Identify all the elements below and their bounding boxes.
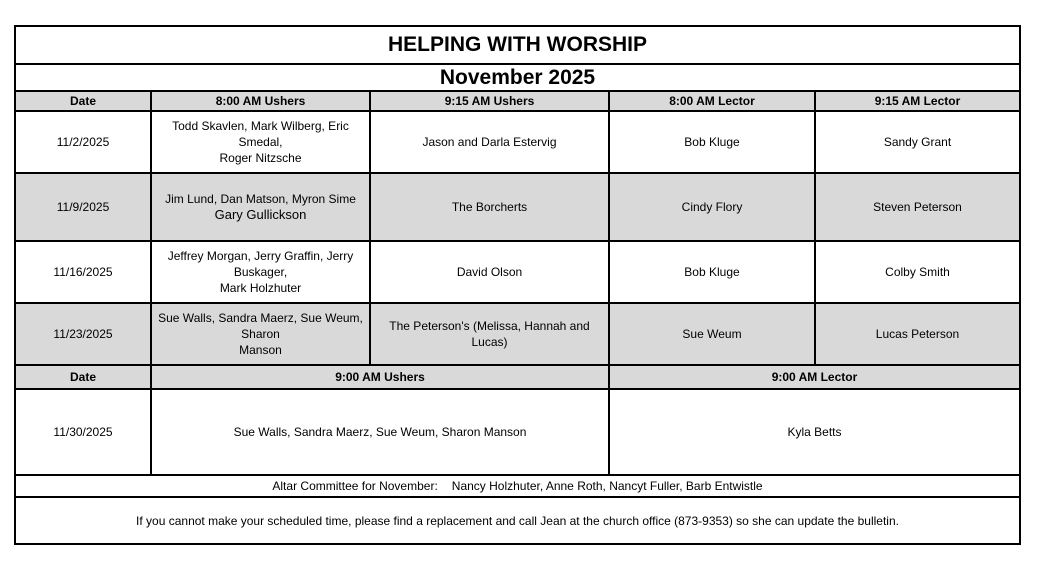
lector-915-cell: Colby Smith	[814, 242, 1019, 302]
table-row	[16, 110, 1019, 172]
ushers-900-cell: Sue Walls, Sandra Maerz, Sue Weum, Sharon Manson	[150, 390, 608, 474]
worship-schedule-table	[14, 25, 1021, 545]
ushers-800-line: Jim Lund, Dan Matson, Myron Sime	[165, 192, 356, 206]
table-row	[16, 302, 1019, 364]
header-row	[16, 90, 1019, 110]
lector-800-cell: Sue Weum	[608, 304, 814, 364]
altar-committee	[16, 476, 1019, 496]
ushers-915-cell: The Borcherts	[369, 174, 608, 240]
replacement-note: If you cannot make your scheduled time, please find a replacement and call Jean at the church office (873-9353) so she can update the bulletin.	[136, 513, 899, 528]
ushers-800-cell	[150, 174, 369, 240]
ushers-915-cell: Jason and Darla Estervig	[369, 112, 608, 172]
header-lector-900: 9:00 AM Lector	[608, 366, 1019, 388]
month-row	[16, 63, 1019, 90]
header-ushers-900: 9:00 AM Ushers	[150, 366, 608, 388]
ushers-800-line: Roger Nitzsche	[219, 151, 302, 165]
ushers-800-cell	[150, 304, 369, 364]
header-date: Date	[69, 94, 96, 108]
header-ushers-915: 9:15 AM Ushers	[369, 92, 608, 110]
ushers-800-line: Jeffrey Morgan, Jerry Graffin, Jerry Buskager,	[167, 249, 354, 279]
altar-committee-label: Altar Committee for November:	[272, 479, 438, 493]
lector-800-cell: Bob Kluge	[608, 112, 814, 172]
ushers-800-line: Gary Gullickson	[214, 207, 307, 222]
document-title: HELPING WITH WORSHIP	[388, 33, 647, 56]
date-cell: 11/9/2025	[56, 200, 110, 214]
lector-915-cell: Lucas Peterson	[814, 304, 1019, 364]
table-row	[16, 388, 1019, 474]
note-row	[16, 496, 1019, 543]
title-row	[16, 27, 1019, 63]
header-lector-800: 8:00 AM Lector	[608, 92, 814, 110]
header-lector-915: 9:15 AM Lector	[814, 92, 1019, 110]
date-cell: 11/16/2025	[53, 265, 113, 279]
ushers-915-cell: The Peterson's (Melissa, Hannah and Lucas)	[369, 304, 608, 364]
lector-900-cell: Kyla Betts	[608, 390, 1019, 474]
ushers-915-cell: David Olson	[369, 242, 608, 302]
ushers-800-cell	[150, 242, 369, 302]
table-row	[16, 240, 1019, 302]
lector-800-cell: Cindy Flory	[608, 174, 814, 240]
ushers-800-line: Sue Walls, Sandra Maerz, Sue Weum, Sharon	[158, 311, 363, 341]
header-date-2: Date	[69, 370, 96, 384]
lector-915-cell: Sandy Grant	[814, 112, 1019, 172]
date-cell: 11/30/2025	[53, 425, 113, 439]
ushers-800-line: Manson	[239, 343, 282, 357]
date-cell: 11/2/2025	[56, 135, 110, 149]
altar-committee-row	[16, 474, 1019, 496]
ushers-800-cell	[150, 112, 369, 172]
ushers-800-line: Mark Holzhuter	[219, 281, 302, 295]
header-row-2	[16, 364, 1019, 388]
altar-committee-names: Nancy Holzhuter, Anne Roth, Nancyt Fuller, Barb Entwistle	[451, 479, 763, 493]
table-row	[16, 172, 1019, 240]
lector-800-cell: Bob Kluge	[608, 242, 814, 302]
date-cell: 11/23/2025	[53, 327, 113, 341]
header-ushers-800: 8:00 AM Ushers	[150, 92, 369, 110]
ushers-800-line: Todd Skavlen, Mark Wilberg, Eric Smedal,	[172, 119, 349, 149]
month-title: November 2025	[439, 65, 596, 89]
lector-915-cell: Steven Peterson	[814, 174, 1019, 240]
